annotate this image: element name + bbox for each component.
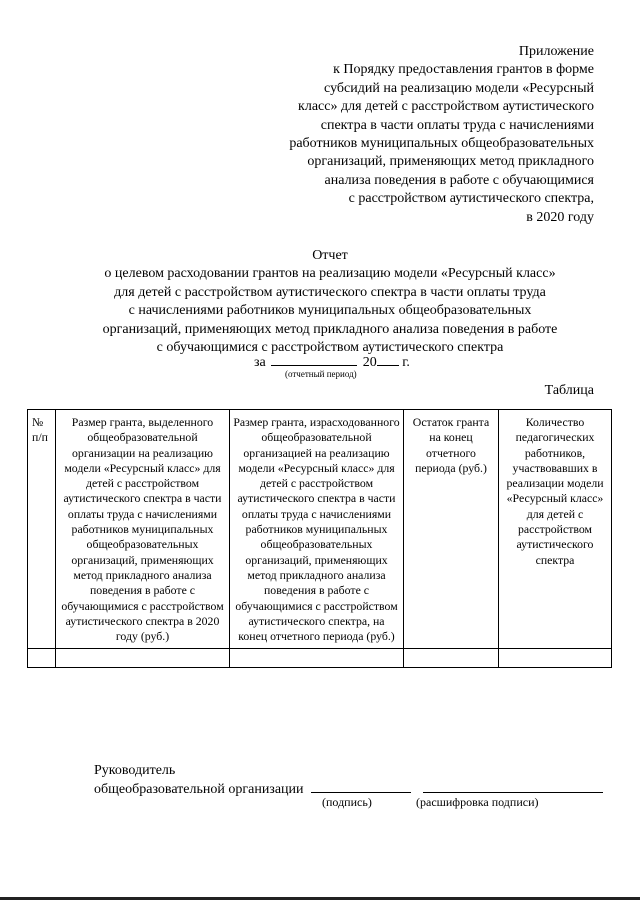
appendix-line: к Порядку предоставления грантов в форме: [333, 62, 594, 78]
report-title-line: организаций, применяющих метод прикладного анализа поведения в работе: [102, 321, 558, 337]
signature-decode-hint: (расшифровка подписи): [416, 795, 539, 809]
header-cell-number: № п/п: [28, 410, 56, 649]
appendix-line: организаций, применяющих метод прикладного: [307, 154, 594, 170]
signature-role-line2: общеобразовательной организации: [94, 782, 304, 797]
table-cell-empty[interactable]: [28, 649, 56, 668]
appendix-line: в 2020 году: [526, 209, 594, 225]
header-cell-grant-spent: Размер гранта, израсходованного общеобразовательной организацией на реализацию модели «Ресурсный класс» для детей с расстройством аутистического спектра в части оплаты труда с начислениями работников муниципальных общеобразовательных организаций, применяющих метод прикладного анализа поведения в работе с обучающимися с расстройством аутистического спектра, на конец отчетного периода (руб.): [230, 410, 404, 649]
table-cell-empty[interactable]: [230, 649, 404, 668]
reporting-period: [254, 351, 410, 371]
report-title-line: о целевом расходовании грантов на реализацию модели «Ресурсный класс»: [104, 266, 556, 282]
period-hint: (отчетный период): [285, 369, 357, 379]
appendix-line: Приложение: [518, 44, 594, 59]
table-cell-empty[interactable]: [499, 649, 612, 668]
report-title-line: для детей с расстройством аутистического спектра в части оплаты труда: [114, 284, 546, 300]
period-prefix: за: [254, 355, 266, 370]
table-cell-empty[interactable]: [404, 649, 499, 668]
report-title: Отчет: [312, 248, 348, 263]
signature-block: [94, 762, 603, 798]
grants-table: [27, 409, 612, 668]
report-title-block: [80, 247, 580, 357]
appendix-block: [234, 43, 594, 227]
signature-hint: (подпись): [322, 795, 372, 809]
signature-decode-field[interactable]: [423, 779, 603, 793]
table-cell-empty[interactable]: [56, 649, 230, 668]
appendix-line: работников муниципальных общеобразовательных: [289, 136, 594, 152]
appendix-line: с расстройством аутистического спектра,: [348, 191, 594, 207]
period-year: 20: [362, 355, 377, 370]
report-title-line: с обучающимися с расстройством аутистического спектра: [156, 340, 504, 356]
appendix-line: анализа поведения в работе с обучающимися: [324, 172, 594, 188]
appendix-line: класс» для детей с расстройством аутистического: [298, 99, 594, 115]
table-header-row: [28, 410, 612, 649]
table-label: Таблица: [544, 383, 594, 398]
period-suffix: г.: [402, 355, 410, 370]
header-cell-grant-balance: Остаток гранта на конец отчетного периода (руб.): [404, 410, 499, 649]
report-title-line: с начислениями работников муниципальных общеобразовательных: [128, 303, 532, 319]
period-year-blank-field[interactable]: [377, 351, 399, 366]
page-bottom-border: [0, 897, 640, 900]
appendix-line: спектра в части оплаты труда с начислениями: [320, 117, 594, 133]
header-cell-grant-allocated: Размер гранта, выделенного общеобразовательной организации на реализацию модели «Ресурсный класс» для детей с расстройством аутистического спектра в части оплаты труда с начислениями работников муниципальных общеобразовательных организаций, применяющих метод прикладного анализа поведения в работе с обучающимися с расстройством аутистического спектра в 2020 году (руб.): [56, 410, 230, 649]
period-blank-field[interactable]: [271, 351, 357, 366]
table-row: [28, 649, 612, 668]
header-cell-staff-count: Количество педагогических работников, участвовавших в реализации модели «Ресурсный класс» для детей с расстройством аутистического спектра: [499, 410, 612, 649]
signature-role-line1: Руководитель: [94, 763, 176, 778]
appendix-line: субсидий на реализацию модели «Ресурсный: [324, 80, 594, 96]
signature-field[interactable]: [311, 779, 411, 793]
